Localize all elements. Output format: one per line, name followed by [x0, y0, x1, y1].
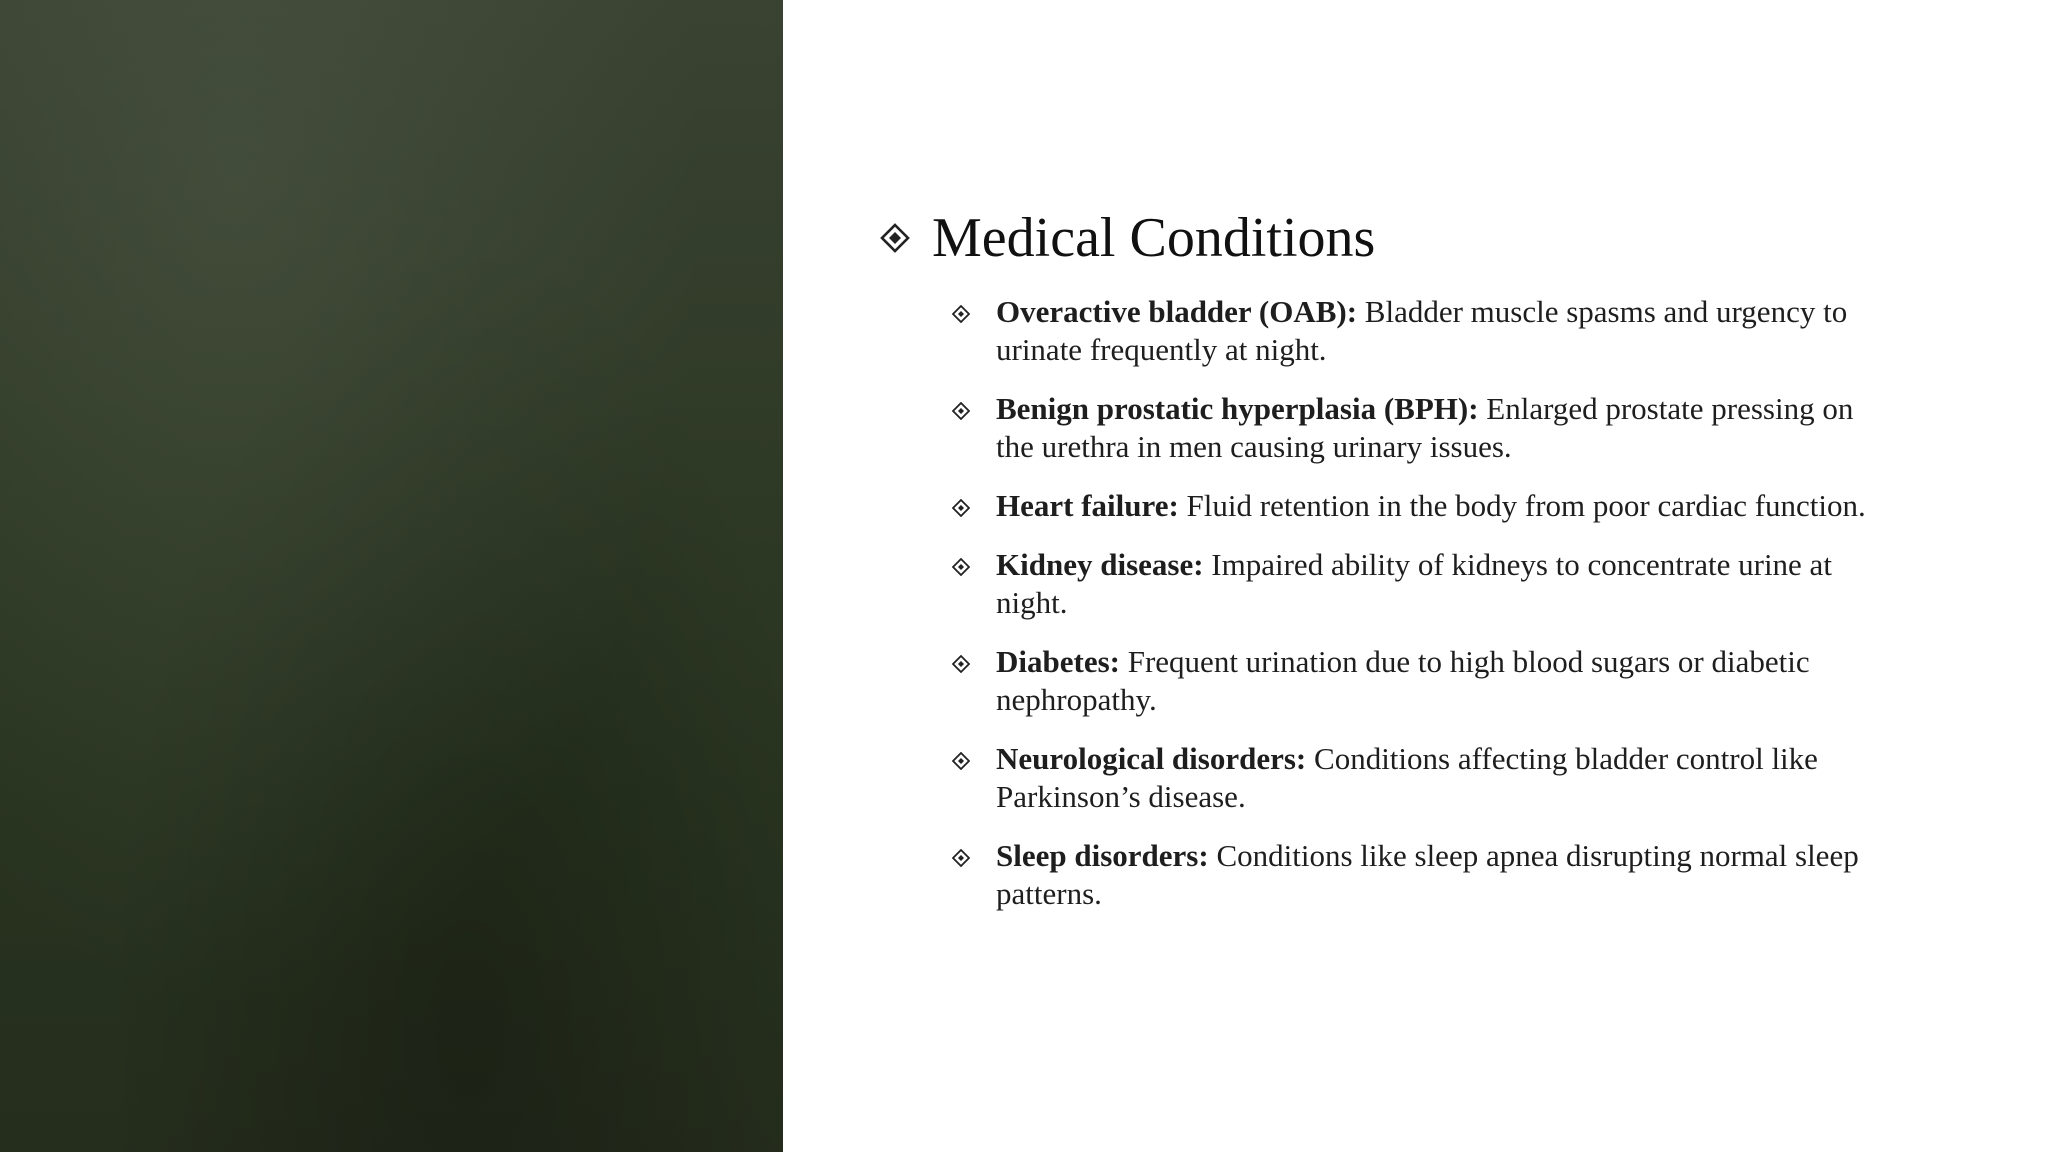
list-item — [952, 390, 1886, 466]
diamond-bullet-icon — [952, 655, 970, 673]
item-description: Conditions affecting bladder control like Parkinson’s disease. — [996, 741, 1818, 814]
item-description: Frequent urination due to high blood sugars or diabetic nephropathy. — [996, 644, 1810, 717]
list-item — [952, 837, 1886, 913]
list-item — [952, 740, 1886, 816]
item-term: Diabetes: — [996, 644, 1120, 679]
list-item — [952, 546, 1886, 622]
list-item — [952, 643, 1886, 719]
item-description: Impaired ability of kidneys to concentrate urine at night. — [996, 547, 1832, 620]
diamond-bullet-icon — [880, 223, 910, 253]
content-area — [880, 205, 1880, 934]
list-item — [952, 293, 1886, 369]
item-term: Benign prostatic hyperplasia (BPH): — [996, 391, 1479, 426]
diamond-bullet-icon — [952, 752, 970, 770]
section-heading — [880, 205, 1880, 271]
item-description: Bladder muscle spasms and urgency to urinate frequently at night. — [996, 294, 1848, 367]
title-panel — [0, 0, 783, 1152]
item-term: Overactive bladder (OAB): — [996, 294, 1358, 329]
item-term: Heart failure: — [996, 488, 1179, 523]
section-title: Medical Conditions — [932, 207, 1376, 269]
list-item — [952, 487, 1886, 525]
item-description: Enlarged prostate pressing on the urethra in men causing urinary issues. — [996, 391, 1854, 464]
diamond-bullet-icon — [952, 402, 970, 420]
item-description: Conditions like sleep apnea disrupting normal sleep patterns. — [996, 838, 1859, 911]
diamond-bullet-icon — [952, 305, 970, 323]
diamond-bullet-icon — [952, 499, 970, 517]
item-term: Neurological disorders: — [996, 741, 1307, 776]
diamond-bullet-icon — [952, 849, 970, 867]
cause-list — [880, 293, 1880, 913]
item-description: Fluid retention in the body from poor cardiac function. — [1178, 488, 1866, 523]
item-term: Kidney disease: — [996, 547, 1204, 582]
item-term: Sleep disorders: — [996, 838, 1209, 873]
diamond-bullet-icon — [952, 558, 970, 576]
